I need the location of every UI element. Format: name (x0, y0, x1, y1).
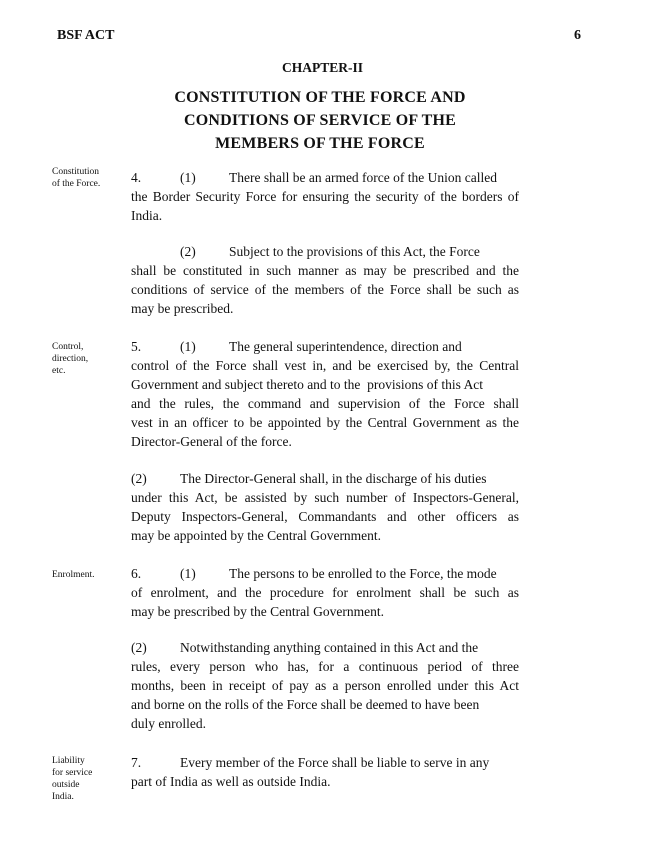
paragraph-text: The persons to be enrolled to the Force, the mode (229, 566, 497, 581)
margin-note-line: Constitution (52, 167, 99, 177)
paragraph-first-line (131, 168, 519, 187)
paragraph-line: Government and subject thereto and to the provisions of this Act (131, 377, 484, 392)
paragraph-text: The general superintendence, direction and (229, 339, 462, 354)
paragraph-line: part of India as well as outside India. (131, 774, 331, 789)
margin-note-line: of the Force. (52, 179, 101, 189)
paragraph-line: conditions of service of the members of the Force shall be such as (131, 282, 519, 297)
margin-note-section-5 (52, 341, 116, 377)
paragraph-line: vest in an officer to be appointed by the Central Government as the (131, 415, 519, 430)
subsection-number: (2) (180, 244, 196, 259)
chapter-title (110, 86, 530, 155)
paragraph-first-line (131, 469, 519, 488)
paragraph-line: and the rules, the command and supervision of the Force shall (131, 396, 519, 411)
margin-note-line: outside (52, 780, 80, 790)
paragraph-line: of enrolment, and the procedure for enrolment shall be such as (131, 585, 519, 600)
paragraph-line: duly enrolled. (131, 716, 206, 731)
section-number: 6. (131, 566, 142, 581)
paragraph-line: under this Act, be assisted by such number of Inspectors-General, (131, 490, 519, 505)
margin-note-line: direction, (52, 354, 89, 364)
paragraph-text: Every member of the Force shall be liable to serve in any (180, 755, 490, 770)
paragraph-text: Notwithstanding anything contained in this Act and the (180, 640, 479, 655)
section-number: 7. (131, 755, 142, 770)
paragraph-first-line (131, 242, 519, 261)
section-5-subsection-1 (131, 337, 519, 451)
section-4-subsection-2 (131, 242, 519, 318)
section-4-subsection-1 (131, 168, 519, 225)
paragraph-first-line (131, 564, 519, 583)
subsection-number: (1) (180, 339, 196, 354)
paragraph-line: may be appointed by the Central Government. (131, 528, 382, 543)
paragraph-line: months, been in receipt of pay as a person enrolled under this Act (131, 678, 519, 693)
title-line: CONDITIONS OF SERVICE OF THE (183, 112, 457, 129)
margin-note-line: for service (52, 768, 93, 778)
subsection-number: (2) (131, 640, 147, 655)
paragraph-first-line (131, 638, 519, 657)
paragraph-line: may be prescribed by the Central Government. (131, 604, 385, 619)
subsection-number: (1) (180, 566, 196, 581)
section-number: 5. (131, 339, 142, 354)
paragraph-first-line (131, 753, 519, 772)
page-number: 6 (574, 28, 581, 43)
section-6-subsection-2 (131, 638, 519, 733)
section-number: 4. (131, 170, 142, 185)
paragraph-line: the Border Security Force for ensuring the security of the borders of (131, 189, 519, 204)
paragraph-first-line (131, 337, 519, 356)
paragraph-line: shall be constituted in such manner as may be prescribed and the (131, 263, 519, 278)
margin-note-line: Control, (52, 342, 84, 352)
margin-note-line: Liability (52, 756, 85, 766)
margin-note-line: etc. (52, 366, 66, 376)
subsection-number: (2) (131, 471, 147, 486)
section-5-subsection-2 (131, 469, 519, 545)
section-7 (131, 753, 519, 791)
paragraph-text: Subject to the provisions of this Act, the Force (229, 244, 480, 259)
section-6-subsection-1 (131, 564, 519, 621)
title-line: MEMBERS OF THE FORCE (215, 135, 425, 152)
title-line: CONSTITUTION OF THE FORCE AND (174, 89, 466, 106)
paragraph-text: There shall be an armed force of the Union called (229, 170, 498, 185)
paragraph-line: rules, every person who has, for a continuous period of three (131, 659, 519, 674)
paragraph-line: and borne on the rolls of the Force shall be deemed to have been (131, 697, 480, 712)
margin-note-line: India. (52, 792, 74, 802)
paragraph-line: India. (131, 208, 163, 223)
paragraph-line: control of the Force shall vest in, and be exercised by, the Central (131, 358, 519, 373)
running-header-title: BSF ACT (57, 28, 115, 43)
paragraph-line: Deputy Inspectors-General, Commandants and other officers as (131, 509, 519, 524)
margin-note-line: Enrolment. (52, 570, 95, 580)
chapter-label: CHAPTER-II (281, 60, 363, 75)
paragraph-text: The Director-General shall, in the discharge of his duties (180, 471, 487, 486)
paragraph-line: Director-General of the force. (131, 434, 292, 449)
margin-note-section-4 (52, 166, 116, 190)
subsection-number: (1) (180, 170, 196, 185)
paragraph-line: may be prescribed. (131, 301, 234, 316)
margin-note-section-7 (52, 755, 116, 803)
margin-note-section-6 (52, 569, 116, 581)
